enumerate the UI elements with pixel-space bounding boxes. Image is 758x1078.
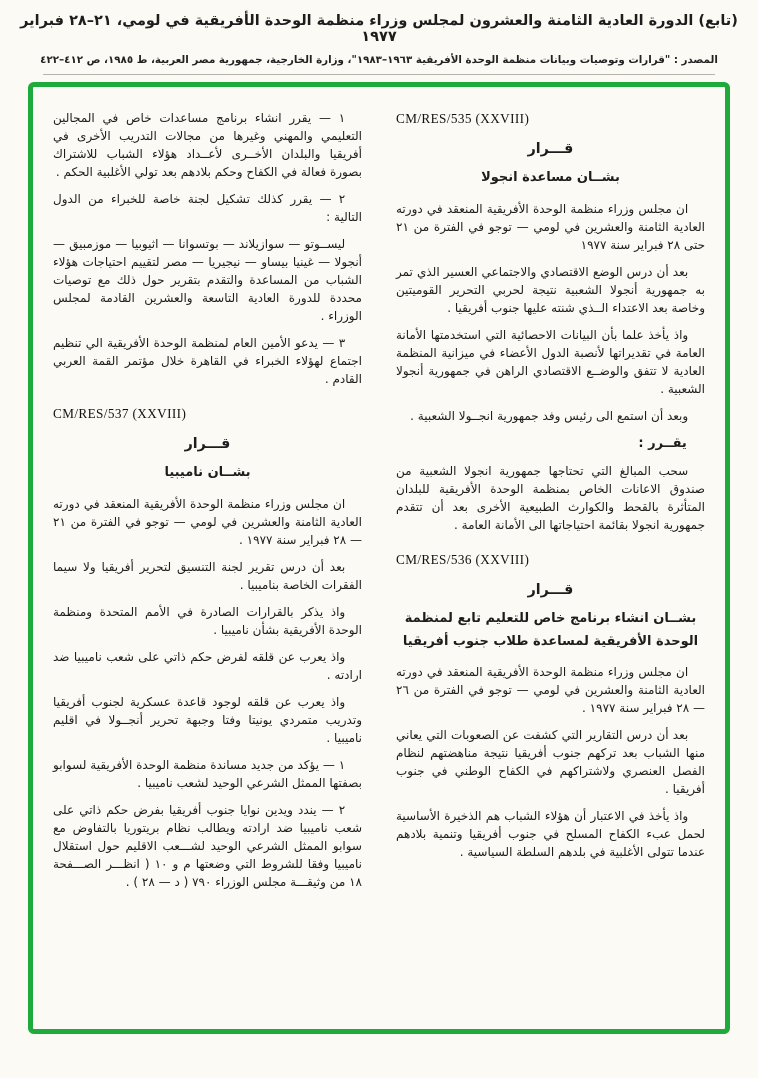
resolution-subtitle-537: بشــان ناميبيا xyxy=(164,465,251,481)
paragraph: ١ — يؤكد من جديد مساندة منظمة الوحدة الأفريقية لسوابو بصفتها الممثل الشرعي الوحيد لشعب ناميبيا . xyxy=(53,757,362,790)
header-source-line: المصدر : "قرارات وتوصيات وبيانات منظمة الوحدة الأفريقية ١٩٦٣–١٩٨٣"، وزارة الخارجية، جمهورية مصر العربية، ط ١٩٨٥، ص ٤١٢–٤٢٢ xyxy=(40,54,718,66)
resolution-title-537: قـــرار xyxy=(184,435,231,452)
left-column xyxy=(53,109,362,1021)
resolution-subtitle-536-line1: بشــان انشاء برنامج خاص للتعليم تابع لمنظمة xyxy=(404,611,697,627)
paragraph: بعد أن درس التقارير التي كشفت عن الصعوبات التي يعاني منها الشباب بعد تركهم جنوب أفريقيا نتيجة مناهضتهم لنظام الفصل العنصري ولاشتراكهم في الكفاح الوطني في جنوب أفريقيا . xyxy=(396,728,705,797)
two-column-body xyxy=(53,109,705,1021)
paragraph: واذ يذكر بالقرارات الصادرة في الأمم المتحدة ومنظمة الوحدة الأفريقية بشأن ناميبيا . xyxy=(53,604,362,637)
resolution-title-535: قـــرار xyxy=(527,140,574,157)
paragraph: واذ يأخذ علما بأن البيانات الاحصائية التي استخدمتها الأمانة العامة في تقديراتها لأنصبة الدول الأعضاء في ميزانية المنظمة العادية لا تتفق والوضــع الاقتصادي الراهن في جمهورية أنجولا الشعبية . xyxy=(396,327,705,396)
paragraph: ليســوتو — سوازيلاند — بوتسوانا — اثيوبيا — موزمبيق — أنجولا — غينيا بيساو — نيجيريا — مصر لتقييم احتياجات هؤلاء الشباب من المساعدة والتقدم بتقرير حول ذلك مع توصيات محددة للدورة العادية التاسعة والعشرين القادمة لمجلس الوزراء . xyxy=(53,237,362,323)
paragraph: ان مجلس وزراء منظمة الوحدة الأفريقية المنعقد في دورته العادية الثامنة والعشرين في لومي — توجو في الفترة من ٢١ — ٢٨ فبراير سنة ١٩٧٧ . xyxy=(53,496,362,547)
green-border-frame xyxy=(28,82,730,1034)
resolution-subtitle-535: بشــان مساعدة انجولا xyxy=(481,170,620,186)
resolution-title-536: قـــرار xyxy=(527,581,574,598)
resolution-code-535: CM/RES/535 (XXVIII) xyxy=(396,111,530,126)
paragraph: ان مجلس وزراء منظمة الوحدة الأفريقية المنعقد في دورته العادية الثامنة والعشرين في لومي — توجو في الفترة من ٢١ حتى ٢٨ فبراير سنة ١٩٧٧ xyxy=(396,201,705,252)
resolution-subtitle-536-line2: الوحدة الأفريقية لمساعدة طلاب جنوب أفريقيا xyxy=(402,633,699,649)
paragraph: ٢ — يندد ويدين نوايا جنوب أفريقيا بفرض حكم ذاتي على شعب ناميبيا ضد ارادته ويطالب نظام بريتوريا بالتفاوض مع سوابو الممثل الشرعي الوحيد لشـــعب الاقليم حول استقلال ناميبيا وفقا للشروط التي وضعتها م و ١٠ ( انظـــر الصـــفحة ١٨ من وثيقـــة مجلس الوزراء ٧٩٠ ( د — ٢٨ ) . xyxy=(53,802,362,889)
page-header xyxy=(0,0,758,75)
right-column xyxy=(396,109,705,1021)
paragraph: ٢ — يقرر كذلك تشكيل لجنة خاصة للخبراء من الدول التالية : xyxy=(53,192,362,224)
paragraph: واذ يعرب عن قلقه لفرض حكم ذاتي على شعب ناميبيا ضد ارادته . xyxy=(53,649,362,682)
paragraph: وبعد أن استمع الى رئيس وفد جمهورية انجــولا الشعبية . xyxy=(410,408,689,423)
paragraph: ان مجلس وزراء منظمة الوحدة الأفريقية المنعقد في دورته العادية الثامنة والعشرين في لومي — توجو في الفترة من ٢٦ — ٢٨ فبراير سنة ١٩٧٧ . xyxy=(396,665,705,716)
resolution-code-536: CM/RES/536 (XXVIII) xyxy=(396,552,530,568)
resolution-code-537: CM/RES/537 (XXVIII) xyxy=(53,406,187,421)
paragraph: واذ يأخذ في الاعتبار أن هؤلاء الشباب هم الذخيرة الأساسية لحمل عبء الكفاح المسلح في جنوب أفريقيا وتنمية بلادهم عندما تتولى الأغلبية في بلدهم السلطة السياسية . xyxy=(396,809,705,860)
paragraph: ٣ — يدعو الأمين العام لمنظمة الوحدة الأفريقية الي تنظيم اجتماع لهؤلاء الخبراء في القاهرة خلال مؤتمر القمة العربي القادم . xyxy=(53,336,362,386)
paragraph: ١ — يقرر انشاء برنامج مساعدات خاص في المجالين التعليمي والمهني وغيرها من مجالات التدريب الأخرى في أفريقيا والبلدان الأخــرى لأعــداد هؤلاء الشباب للاشتراك بصورة فعالة في الكفاح وحكم بلادهم بعد تولي الأغلبية الحكم . xyxy=(53,111,362,179)
header-divider xyxy=(43,74,715,75)
paragraph: بعد أن درس تقرير لجنة التنسيق لتحرير أفريقيا ولا سيما الفقرات الخاصة بناميبيا . xyxy=(53,559,362,592)
decree-heading: يقــرر : xyxy=(638,435,687,451)
paragraph: بعد أن درس الوضع الاقتصادي والاجتماعي العسير الذي تمر به جمهورية أنجولا الشعبية نتيجة لحربي التحرير القوميتين وخاصة بعد الاعتداء الــذي شنته عليها جنوب أفريقيا . xyxy=(396,264,705,315)
paragraph: سحب المبالغ التي تحتاجها جمهورية انجولا الشعبية من صندوق الاعانات الخاص بمنظمة الوحدة الأفريقية للبلدان المتأثرة بالقحط والكوارث الطبيعية الأخرى بعد أن تتقدم جمهورية انجولا بقائمة احتياجاتها الى الأمانة العامة . xyxy=(396,464,705,533)
paragraph: واذ يعرب عن قلقه لوجود قاعدة عسكرية لجنوب أفريقيا وتدريب متمردي يونيتا وفتا وجبهة تحرير أنجــولا في اقليم ناميبيا . xyxy=(53,694,362,745)
header-session-title: (تابع) الدورة العادية الثامنة والعشرون لمجلس وزراء منظمة الوحدة الأفريقية في لومي، ٢١–٢٨ فبراير ١٩٧٧ xyxy=(20,13,738,45)
